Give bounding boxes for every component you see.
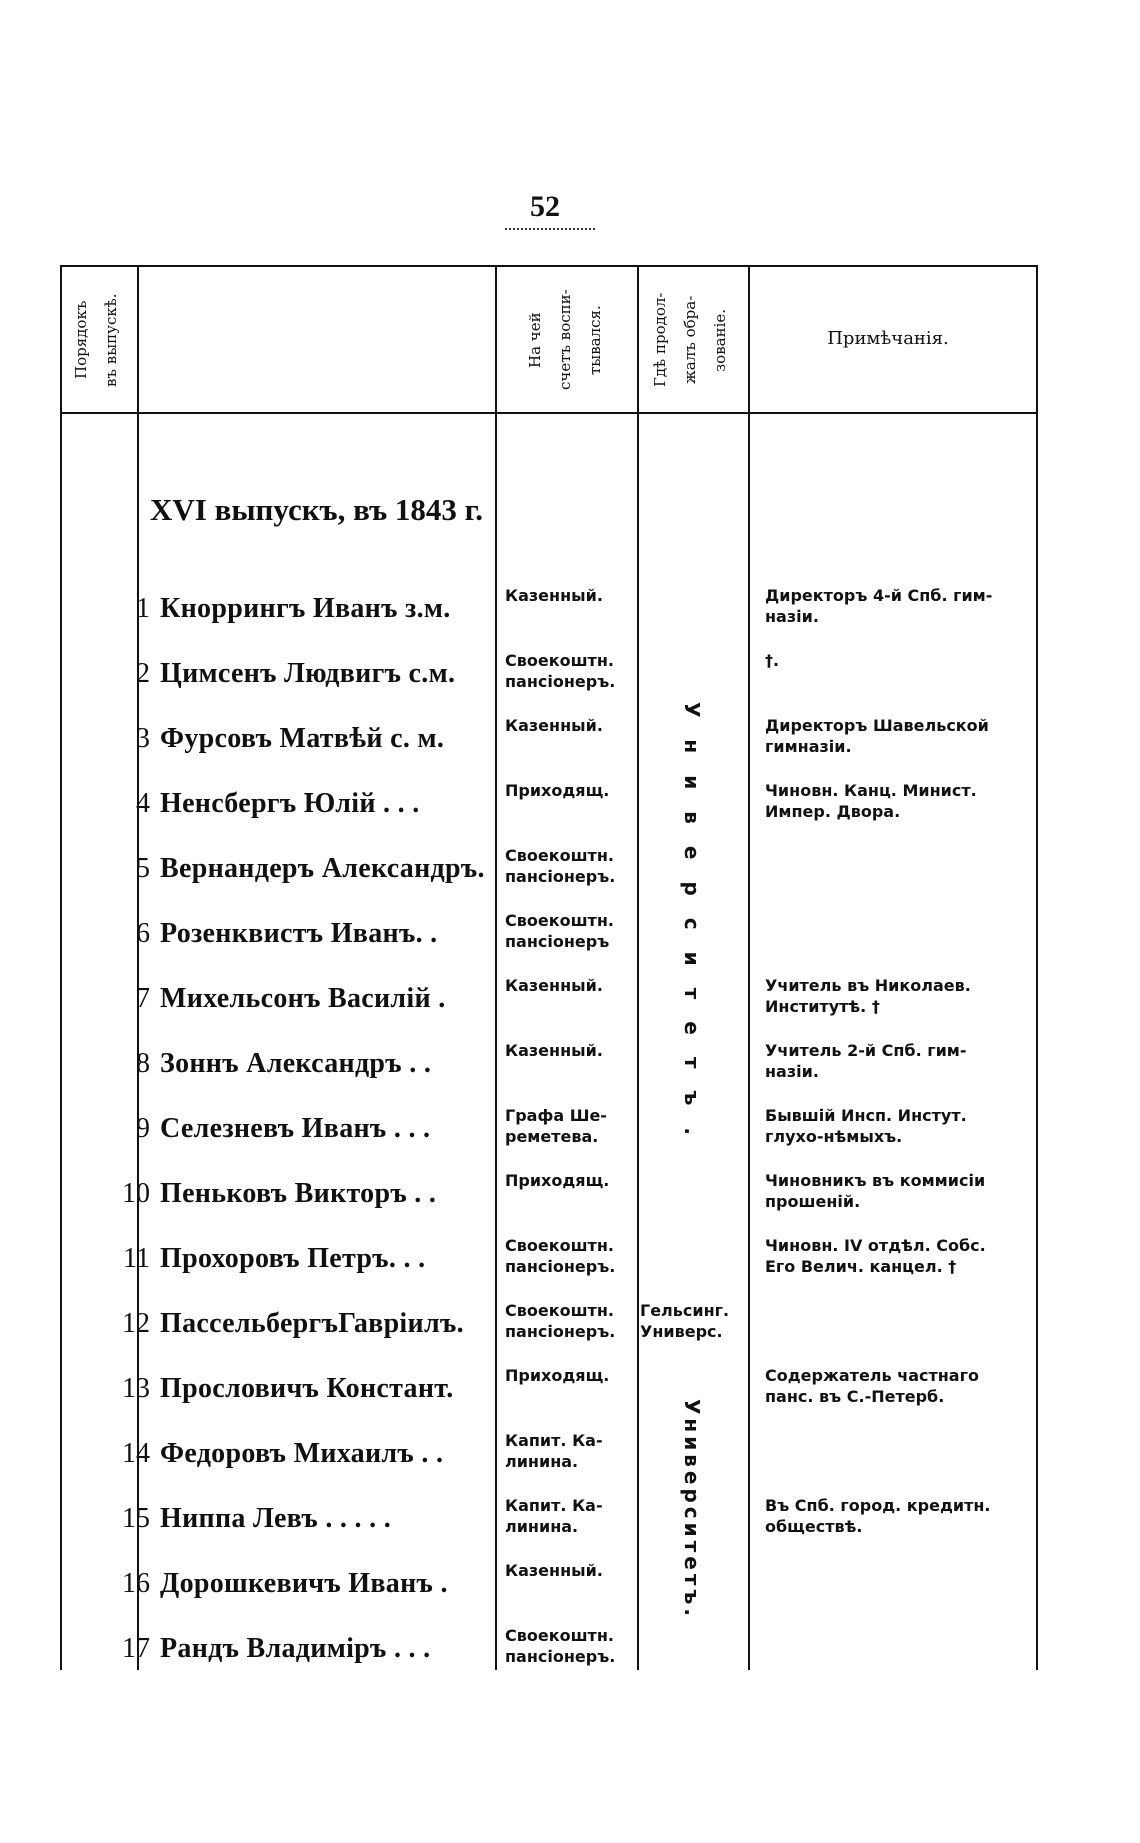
row-number: 1 (136, 593, 150, 624)
table-row (60, 715, 1040, 775)
table-row (60, 1495, 1040, 1555)
row-name: Фурсовъ Матвѣй с. м. (160, 723, 445, 754)
row-funding: Казенный. (505, 716, 603, 735)
row-name: Рандъ Владиміръ . . . (160, 1633, 431, 1664)
row-notes: Чиновн. IV отдѣл. Собс. Его Велич. канцел. † (765, 1236, 986, 1276)
row-funding: Капит. Ка- линина. (505, 1431, 603, 1471)
row-notes: Чиновникъ въ коммисіи прошеній. (765, 1171, 986, 1211)
table-row (60, 845, 1040, 905)
table-row (60, 650, 1040, 710)
table-row (60, 1430, 1040, 1490)
row-name: ПассельбергъГавріилъ. (160, 1308, 464, 1339)
row-name: Федоровъ Михаилъ . . (160, 1438, 444, 1469)
row-funding: Казенный. (505, 586, 603, 605)
row-funding: Своекоштн. пансіонеръ. (505, 846, 616, 886)
row-notes: †. (765, 651, 780, 670)
row-number: 16 (122, 1568, 150, 1599)
row-number: 2 (136, 658, 150, 689)
header-bottom-rule (60, 412, 1038, 414)
row-name: Пеньковъ Викторъ . . (160, 1178, 437, 1209)
row-number: 14 (122, 1438, 150, 1469)
row-name: Цимсенъ Людвигъ с.м. (160, 658, 456, 689)
row-number: 12 (122, 1308, 150, 1339)
table-row (60, 1170, 1040, 1230)
header-fund: На чей счетъ воспи- тывался. (526, 289, 604, 391)
row-number: 9 (136, 1113, 150, 1144)
table-row (60, 780, 1040, 840)
row-name: Ниппа Левъ . . . . . (160, 1503, 392, 1534)
row-name: Прословичъ Констант. (160, 1373, 454, 1404)
row-name: Розенквистъ Иванъ. . (160, 918, 438, 949)
row-name: Михельсонъ Василій . (160, 983, 446, 1014)
row-notes: Учитель въ Николаев. Институтѣ. † (765, 976, 971, 1016)
header-notes: Примѣчанія. (827, 328, 949, 349)
row-number: 13 (122, 1373, 150, 1404)
row-number: 8 (136, 1048, 150, 1079)
row-number: 6 (136, 918, 150, 949)
section-title: XVI выпускъ, въ 1843 г. (150, 492, 484, 527)
row-funding: Казенный. (505, 976, 603, 995)
row-number: 11 (123, 1243, 150, 1274)
row-notes: Директоръ 4-й Спб. гим- назіи. (765, 586, 993, 626)
header-continued: Гдѣ продол- жалъ обра- зованіе. (651, 292, 729, 388)
row-number: 7 (136, 983, 150, 1014)
table-row (60, 1235, 1040, 1295)
table-row (60, 1300, 1040, 1360)
row-funding: Графа Ше- реметева. (505, 1106, 607, 1146)
row-funding: Казенный. (505, 1561, 603, 1580)
row-notes: Директоръ Шавельской гимназіи. (765, 716, 989, 756)
row-name: Кноррингъ Иванъ з.м. (160, 593, 451, 624)
row-number: 3 (136, 723, 150, 754)
table-row (60, 1040, 1040, 1100)
table-row (60, 975, 1040, 1035)
row-funding: Своекоштн. пансіонеръ (505, 911, 614, 951)
table-row (60, 1105, 1040, 1165)
table-row (60, 1625, 1040, 1685)
row-number: 5 (136, 853, 150, 884)
page-number: 52 (530, 190, 560, 223)
row-name: Ненсбергъ Юлій . . . (160, 788, 420, 819)
row-name: Вернандеръ Александръ. (160, 853, 485, 884)
table-top-rule (60, 265, 1038, 267)
row-funding: Приходящ. (505, 1171, 610, 1190)
row-funding: Приходящ. (505, 1366, 610, 1385)
row-funding: Приходящ. (505, 781, 610, 800)
row-name: Зоннъ Александръ . . (160, 1048, 432, 1079)
row-notes: Бывшій Инсп. Инстут. глухо-нѣмыхъ. (765, 1106, 967, 1146)
table-row (60, 585, 1040, 645)
university-label-lower: Университетъ. (680, 1399, 704, 1621)
row-notes: Содержатель частнаго панс. въ С.-Петерб. (765, 1366, 979, 1406)
row-funding: Своекоштн. пансіонеръ. (505, 1236, 616, 1276)
page-number-rule (505, 228, 595, 230)
row-notes: Учитель 2-й Спб. гим- назіи. (765, 1041, 967, 1081)
row-funding: Казенный. (505, 1041, 603, 1060)
row-name: Селезневъ Иванъ . . . (160, 1113, 431, 1144)
row-number: 15 (122, 1503, 150, 1534)
row-notes: Чиновн. Канц. Минист. Импер. Двора. (765, 781, 977, 821)
row-funding: Капит. Ка- линина. (505, 1496, 603, 1536)
header-order: Порядокъ въ выпускѣ. (72, 293, 120, 387)
row-funding: Своекоштн. пансіонеръ. (505, 1301, 616, 1341)
row-funding: Своекоштн. пансіонеръ. (505, 651, 616, 691)
row-number: 4 (136, 788, 150, 819)
row-name: Дорошкевичъ Иванъ . (160, 1568, 448, 1599)
table-row (60, 1365, 1040, 1425)
row-funding: Своекоштн. пансіонеръ. (505, 1626, 616, 1666)
row-number: 17 (122, 1633, 150, 1664)
row-continued-education: Гельсинг. Универс. (640, 1301, 730, 1341)
table-row (60, 910, 1040, 970)
table-row (60, 1560, 1040, 1620)
university-label-upper: Университетъ. (680, 702, 704, 1158)
row-number: 10 (122, 1178, 150, 1209)
row-notes: Въ Спб. город. кредитн. обществѣ. (765, 1496, 991, 1536)
row-name: Прохоровъ Петръ. . . (160, 1243, 426, 1274)
